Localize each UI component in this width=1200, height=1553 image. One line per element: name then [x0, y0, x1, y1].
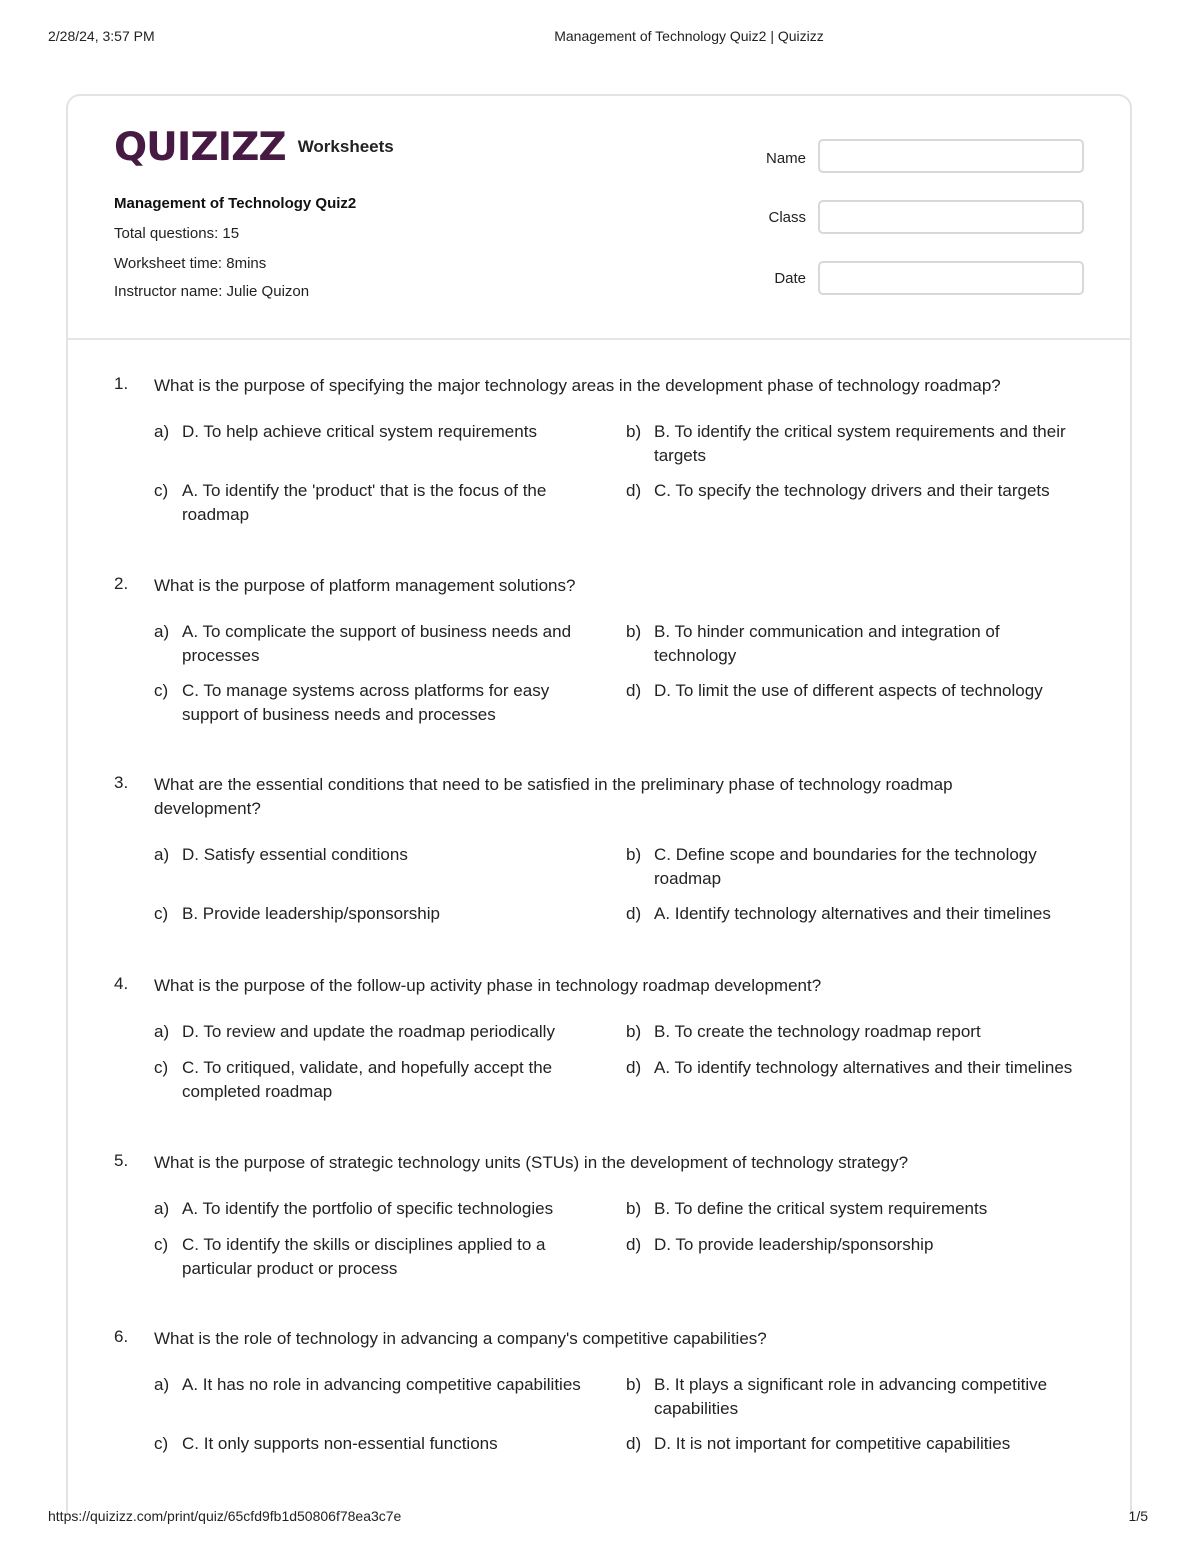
option-text: B. It plays a significant role in advancing competitive capabilities	[654, 1375, 1048, 1418]
worksheet-header	[68, 96, 1130, 340]
question-number: 6.	[114, 1327, 129, 1346]
question-number: 4.	[114, 974, 129, 993]
option-letter: c)	[154, 1235, 169, 1254]
option-letter: a)	[154, 1199, 170, 1218]
option-text: D. To provide leadership/sponsorship	[654, 1235, 934, 1254]
option-text: D. It is not important for competitive capabilities	[654, 1434, 1011, 1453]
print-url: https://quizizz.com/print/quiz/65cfd9fb1d50806f78ea3c7e	[48, 1508, 402, 1524]
option-letter: c)	[154, 1058, 169, 1077]
option-text: B. To define the critical system requirements	[654, 1199, 988, 1218]
option-letter: d)	[626, 1434, 642, 1453]
date-field[interactable]	[818, 261, 1084, 295]
option-text: B. To hinder communication and integration of technology	[654, 622, 1000, 665]
print-title: Management of Technology Quiz2 | Quizizz	[554, 28, 824, 44]
option-letter: a)	[154, 1375, 170, 1394]
option-text: D. Satisfy essential conditions	[182, 845, 408, 864]
option-text: A. To identify the 'product' that is the focus of the roadmap	[182, 481, 547, 524]
question-number: 2.	[114, 574, 129, 593]
option-letter: b)	[626, 1199, 642, 1218]
worksheet-time: Worksheet time: 8mins	[114, 255, 267, 272]
question-number: 3.	[114, 773, 129, 792]
name-field[interactable]	[818, 139, 1084, 173]
option-text: B. To create the technology roadmap report	[654, 1022, 981, 1041]
option-letter: d)	[626, 1235, 642, 1254]
option-letter: a)	[154, 422, 170, 441]
option-text: C. To manage systems across platforms for easy support of business needs and processes	[182, 681, 550, 724]
option-letter: a)	[154, 622, 170, 641]
print-header	[0, 28, 1200, 48]
question-text: What is the purpose of specifying the major technology areas in the development phase of technology roadmap?	[154, 376, 1001, 395]
question-number: 1.	[114, 374, 129, 393]
instructor-name: Instructor name: Julie Quizon	[114, 283, 310, 300]
option-text: B. To identify the critical system requirements and their targets	[654, 422, 1066, 465]
option-letter: d)	[626, 1058, 642, 1077]
option-text: C. Define scope and boundaries for the technology roadmap	[654, 845, 1037, 888]
option-text: C. To identify the skills or disciplines applied to a particular product or process	[182, 1235, 546, 1278]
date-label: Date	[774, 270, 806, 287]
class-label: Class	[768, 209, 806, 226]
quizizz-logo	[114, 125, 394, 170]
option-letter: c)	[154, 481, 169, 500]
question-text: What are the essential conditions that need to be satisfied in the preliminary phase of technology roadmap development?	[154, 775, 953, 818]
option-text: C. To specify the technology drivers and their targets	[654, 481, 1050, 500]
option-text: D. To help achieve critical system requirements	[182, 422, 537, 441]
total-questions: Total questions: 15	[114, 225, 240, 242]
option-text: B. Provide leadership/sponsorship	[182, 904, 440, 923]
option-letter: b)	[626, 845, 642, 864]
option-letter: d)	[626, 481, 642, 500]
page-number: 1/5	[1128, 1508, 1148, 1524]
option-text: D. To limit the use of different aspects of technology	[654, 681, 1043, 700]
option-letter: b)	[626, 422, 642, 441]
option-text: A. To complicate the support of business needs and processes	[182, 622, 572, 665]
option-letter: c)	[154, 681, 169, 700]
option-letter: b)	[626, 622, 642, 641]
option-letter: d)	[626, 681, 642, 700]
logo-wordmark: QUIZIZZ	[114, 125, 286, 170]
question-text: What is the purpose of platform management solutions?	[154, 576, 576, 595]
option-text: A. It has no role in advancing competitive capabilities	[182, 1375, 581, 1394]
option-text: A. To identify technology alternatives and their timelines	[654, 1058, 1073, 1077]
question-text: What is the role of technology in advancing a company's competitive capabilities?	[154, 1329, 767, 1348]
option-text: A. To identify the portfolio of specific technologies	[182, 1199, 554, 1218]
print-footer	[0, 1508, 1200, 1528]
worksheet-card	[66, 94, 1132, 1514]
question-text: What is the purpose of strategic technology units (STUs) in the development of technology strategy?	[154, 1153, 909, 1172]
logo-subtitle: Worksheets	[297, 137, 394, 156]
option-letter: c)	[154, 904, 169, 923]
question-text: What is the purpose of the follow-up activity phase in technology roadmap development?	[154, 976, 822, 995]
option-letter: b)	[626, 1375, 642, 1394]
option-letter: c)	[154, 1434, 169, 1453]
name-label: Name	[765, 150, 806, 167]
option-letter: a)	[154, 845, 170, 864]
question-number: 5.	[114, 1151, 129, 1170]
print-date: 2/28/24, 3:57 PM	[48, 28, 155, 44]
option-text: C. To critiqued, validate, and hopefully accept the completed roadmap	[182, 1058, 553, 1101]
quiz-title: Management of Technology Quiz2	[114, 195, 357, 212]
option-text: A. Identify technology alternatives and their timelines	[654, 904, 1051, 923]
option-letter: b)	[626, 1022, 642, 1041]
option-letter: d)	[626, 904, 642, 923]
option-text: D. To review and update the roadmap periodically	[182, 1022, 555, 1041]
option-text: C. It only supports non-essential functions	[182, 1434, 498, 1453]
class-field[interactable]	[818, 200, 1084, 234]
option-letter: a)	[154, 1022, 170, 1041]
